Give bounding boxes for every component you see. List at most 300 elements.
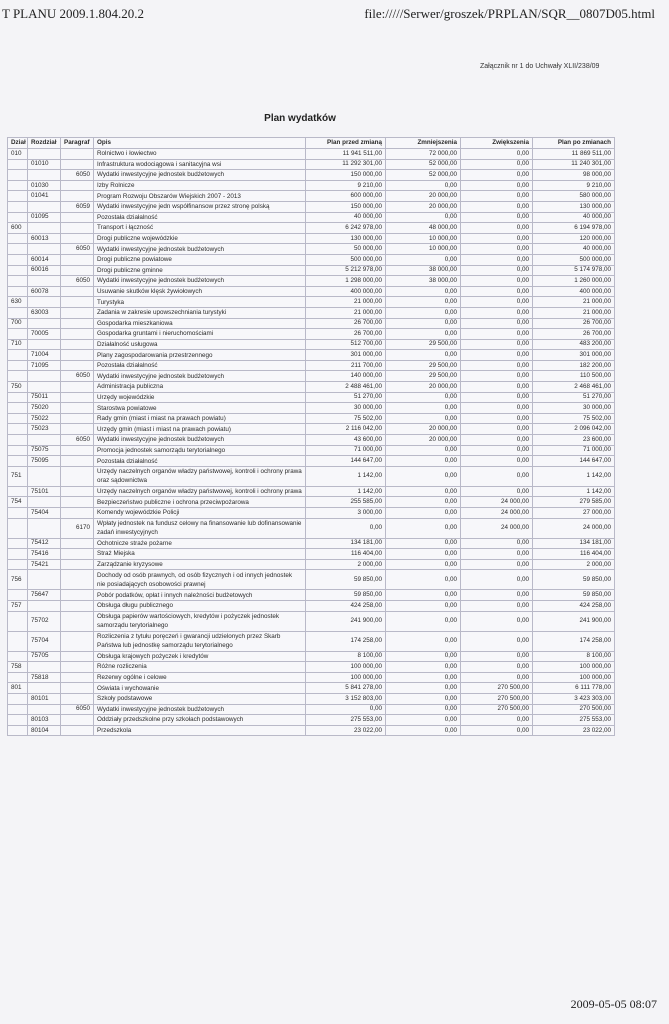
cell-plan-po: 6 111 778,00 — [533, 683, 615, 694]
cell-dzial: 630 — [8, 297, 28, 308]
table-row — [8, 466, 615, 486]
cell-paragraf — [61, 683, 94, 694]
cell-opis: Pozostała działalność — [94, 360, 306, 371]
cell-dzial — [8, 403, 28, 414]
cell-paragraf — [61, 297, 94, 308]
cell-paragraf — [61, 466, 94, 486]
cell-zmniejszenia: 20 000,00 — [386, 382, 461, 393]
cell-paragraf — [61, 318, 94, 329]
cell-plan-przed: 5 841 278,00 — [306, 683, 386, 694]
cell-opis: Gospodarka mieszkaniowa — [94, 318, 306, 329]
cell-paragraf: 6059 — [61, 201, 94, 212]
cell-plan-przed: 100 000,00 — [306, 662, 386, 673]
cell-zmniejszenia: 20 000,00 — [386, 435, 461, 446]
cell-zwiekszenia: 0,00 — [461, 538, 533, 549]
cell-dzial — [8, 392, 28, 403]
cell-zmniejszenia: 0,00 — [386, 693, 461, 704]
cell-zwiekszenia: 0,00 — [461, 590, 533, 601]
cell-plan-przed: 0,00 — [306, 704, 386, 715]
cell-plan-przed: 100 000,00 — [306, 672, 386, 683]
annex-label: Załącznik nr 1 do Uchwały XLII/238/09 — [480, 63, 600, 70]
cell-dzial: 754 — [8, 497, 28, 508]
cell-opis: Dochody od osób prawnych, od osób fizycznych i od innych jednostek nie posiadających osobowości prawnej — [94, 570, 306, 590]
cell-dzial — [8, 518, 28, 538]
cell-rozdzial: 75095 — [28, 456, 61, 467]
cell-dzial — [8, 286, 28, 297]
table-row — [8, 307, 615, 318]
cell-zwiekszenia: 0,00 — [461, 265, 533, 276]
table-row — [8, 265, 615, 276]
cell-plan-przed: 1 142,00 — [306, 486, 386, 497]
table-row — [8, 276, 615, 287]
cell-dzial: 010 — [8, 149, 28, 160]
cell-rozdzial: 75647 — [28, 590, 61, 601]
cell-plan-po: 130 000,00 — [533, 201, 615, 212]
cell-dzial — [8, 233, 28, 244]
cell-rozdzial: 01030 — [28, 180, 61, 191]
cell-zwiekszenia: 0,00 — [461, 180, 533, 191]
cell-plan-przed: 11 292 301,00 — [306, 159, 386, 170]
cell-plan-przed: 500 000,00 — [306, 254, 386, 265]
cell-plan-po: 424 258,00 — [533, 600, 615, 611]
cell-rozdzial — [28, 318, 61, 329]
table-row — [8, 549, 615, 560]
cell-opis: Obsługa krajowych pożyczek i kredytów — [94, 651, 306, 662]
cell-opis: Pozostała działalność — [94, 212, 306, 223]
cell-zwiekszenia: 0,00 — [461, 339, 533, 350]
table-row — [8, 201, 615, 212]
cell-plan-po: 30 000,00 — [533, 403, 615, 414]
cell-zmniejszenia: 48 000,00 — [386, 223, 461, 234]
cell-paragraf — [61, 662, 94, 673]
cell-plan-po: 400 000,00 — [533, 286, 615, 297]
cell-rozdzial — [28, 662, 61, 673]
cell-zwiekszenia: 0,00 — [461, 360, 533, 371]
cell-zmniejszenia: 0,00 — [386, 318, 461, 329]
cell-rozdzial: 71004 — [28, 350, 61, 361]
cell-plan-po: 301 000,00 — [533, 350, 615, 361]
cell-zwiekszenia: 0,00 — [461, 212, 533, 223]
cell-paragraf — [61, 445, 94, 456]
cell-zwiekszenia: 0,00 — [461, 486, 533, 497]
cell-plan-po: 23 600,00 — [533, 435, 615, 446]
cell-zmniejszenia: 20 000,00 — [386, 424, 461, 435]
cell-dzial — [8, 445, 28, 456]
cell-plan-przed: 8 100,00 — [306, 651, 386, 662]
table-row — [8, 600, 615, 611]
table-row — [8, 329, 615, 340]
table-row — [8, 350, 615, 361]
cell-plan-przed: 5 212 978,00 — [306, 265, 386, 276]
cell-zwiekszenia: 0,00 — [461, 631, 533, 651]
table-row — [8, 497, 615, 508]
cell-paragraf — [61, 382, 94, 393]
cell-opis: Urzędy naczelnych organów władzy państwowej, kontroli i ochrony prawa oraz sądownictwa — [94, 466, 306, 486]
cell-paragraf — [61, 180, 94, 191]
cell-opis: Starostwa powiatowe — [94, 403, 306, 414]
cell-plan-po: 144 647,00 — [533, 456, 615, 467]
cell-dzial — [8, 424, 28, 435]
cell-zwiekszenia: 0,00 — [461, 244, 533, 255]
print-header-url: file://///Serwer/groszek/PRPLAN/SQR__0807D05.html — [364, 6, 655, 21]
cell-opis: Oddziały przedszkolne przy szkołach podstawowych — [94, 715, 306, 726]
cell-zwiekszenia: 0,00 — [461, 191, 533, 202]
cell-opis: Komendy wojewódzkie Policji — [94, 508, 306, 519]
table-row — [8, 286, 615, 297]
cell-dzial: 758 — [8, 662, 28, 673]
cell-zwiekszenia: 0,00 — [461, 600, 533, 611]
cell-plan-po: 3 423 303,00 — [533, 693, 615, 704]
cell-plan-po: 26 700,00 — [533, 318, 615, 329]
cell-paragraf: 6050 — [61, 435, 94, 446]
cell-dzial — [8, 651, 28, 662]
cell-rozdzial: 75075 — [28, 445, 61, 456]
cell-dzial — [8, 276, 28, 287]
cell-zwiekszenia: 0,00 — [461, 403, 533, 414]
cell-zmniejszenia: 0,00 — [386, 518, 461, 538]
cell-rozdzial — [28, 297, 61, 308]
cell-zwiekszenia: 0,00 — [461, 725, 533, 736]
cell-paragraf — [61, 672, 94, 683]
cell-plan-po: 8 100,00 — [533, 651, 615, 662]
cell-plan-przed: 140 000,00 — [306, 371, 386, 382]
cell-zmniejszenia: 0,00 — [386, 486, 461, 497]
table-row — [8, 170, 615, 181]
table-row — [8, 559, 615, 570]
cell-paragraf — [61, 508, 94, 519]
cell-zmniejszenia: 0,00 — [386, 456, 461, 467]
cell-opis: Urzędy naczelnych organów władzy państwowej, kontroli i ochrony prawa — [94, 486, 306, 497]
table-row — [8, 704, 615, 715]
table-row — [8, 413, 615, 424]
cell-opis: Ochotnicze straże pożarne — [94, 538, 306, 549]
table-row — [8, 486, 615, 497]
cell-plan-po: 241 900,00 — [533, 611, 615, 631]
cell-paragraf — [61, 600, 94, 611]
cell-zwiekszenia: 24 000,00 — [461, 497, 533, 508]
cell-opis: Pozostała działalność — [94, 456, 306, 467]
col-header-plan-przed: Plan przed zmianą — [306, 138, 386, 149]
cell-zwiekszenia: 0,00 — [461, 223, 533, 234]
cell-plan-przed: 1 298 000,00 — [306, 276, 386, 287]
cell-zmniejszenia: 0,00 — [386, 611, 461, 631]
cell-zwiekszenia: 0,00 — [461, 672, 533, 683]
cell-plan-przed: 301 000,00 — [306, 350, 386, 361]
cell-paragraf — [61, 254, 94, 265]
cell-opis: Turystyka — [94, 297, 306, 308]
cell-rozdzial: 80104 — [28, 725, 61, 736]
cell-plan-przed: 3 000,00 — [306, 508, 386, 519]
cell-plan-przed: 134 181,00 — [306, 538, 386, 549]
cell-zwiekszenia: 0,00 — [461, 382, 533, 393]
cell-zwiekszenia: 270 500,00 — [461, 693, 533, 704]
table-row — [8, 244, 615, 255]
cell-plan-przed: 150 000,00 — [306, 170, 386, 181]
cell-plan-przed: 512 700,00 — [306, 339, 386, 350]
cell-zwiekszenia: 270 500,00 — [461, 683, 533, 694]
cell-opis: Wydatki inwestycyjne jednostek budżetowych — [94, 435, 306, 446]
cell-dzial — [8, 631, 28, 651]
cell-zmniejszenia: 0,00 — [386, 212, 461, 223]
cell-paragraf — [61, 286, 94, 297]
cell-rozdzial — [28, 600, 61, 611]
cell-paragraf — [61, 497, 94, 508]
cell-zmniejszenia: 0,00 — [386, 297, 461, 308]
table-row — [8, 611, 615, 631]
cell-rozdzial — [28, 244, 61, 255]
cell-zmniejszenia: 0,00 — [386, 662, 461, 673]
cell-plan-przed: 150 000,00 — [306, 201, 386, 212]
table-row — [8, 570, 615, 590]
table-row — [8, 318, 615, 329]
cell-rozdzial: 71095 — [28, 360, 61, 371]
cell-paragraf — [61, 149, 94, 160]
table-row — [8, 191, 615, 202]
cell-dzial — [8, 170, 28, 181]
cell-zwiekszenia: 0,00 — [461, 159, 533, 170]
cell-rozdzial: 01041 — [28, 191, 61, 202]
cell-zmniejszenia: 0,00 — [386, 350, 461, 361]
cell-dzial — [8, 371, 28, 382]
cell-opis: Wydatki inwestycyjne jednostek budżetowych — [94, 244, 306, 255]
cell-zmniejszenia: 0,00 — [386, 180, 461, 191]
cell-zmniejszenia: 0,00 — [386, 445, 461, 456]
cell-dzial — [8, 725, 28, 736]
table-row — [8, 360, 615, 371]
cell-dzial — [8, 329, 28, 340]
budget-table — [7, 137, 615, 736]
cell-plan-przed: 11 941 511,00 — [306, 149, 386, 160]
cell-opis: Rolnictwo i łowiectwo — [94, 149, 306, 160]
table-row — [8, 538, 615, 549]
table-row — [8, 223, 615, 234]
cell-plan-po: 1 142,00 — [533, 486, 615, 497]
cell-rozdzial — [28, 149, 61, 160]
cell-plan-przed: 71 000,00 — [306, 445, 386, 456]
cell-paragraf — [61, 212, 94, 223]
table-row — [8, 508, 615, 519]
cell-rozdzial: 63003 — [28, 307, 61, 318]
cell-zmniejszenia: 10 000,00 — [386, 244, 461, 255]
cell-zwiekszenia: 0,00 — [461, 715, 533, 726]
cell-dzial — [8, 413, 28, 424]
cell-plan-przed: 144 647,00 — [306, 456, 386, 467]
table-row — [8, 254, 615, 265]
cell-zmniejszenia: 0,00 — [386, 307, 461, 318]
col-header-zwiekszenia: Zwiększenia — [461, 138, 533, 149]
cell-paragraf — [61, 329, 94, 340]
cell-paragraf — [61, 631, 94, 651]
cell-dzial — [8, 201, 28, 212]
table-row — [8, 382, 615, 393]
cell-opis: Różne rozliczenia — [94, 662, 306, 673]
cell-plan-przed: 2 000,00 — [306, 559, 386, 570]
cell-opis: Zadania w zakresie upowszechniania turystyki — [94, 307, 306, 318]
cell-rozdzial — [28, 201, 61, 212]
cell-plan-po: 27 000,00 — [533, 508, 615, 519]
cell-dzial — [8, 486, 28, 497]
cell-zmniejszenia: 0,00 — [386, 600, 461, 611]
table-row — [8, 631, 615, 651]
cell-zmniejszenia: 0,00 — [386, 672, 461, 683]
cell-plan-przed: 275 553,00 — [306, 715, 386, 726]
cell-paragraf: 6050 — [61, 244, 94, 255]
cell-plan-po: 59 850,00 — [533, 570, 615, 590]
cell-dzial — [8, 350, 28, 361]
cell-plan-przed: 2 488 461,00 — [306, 382, 386, 393]
table-row — [8, 651, 615, 662]
cell-plan-po: 75 502,00 — [533, 413, 615, 424]
cell-paragraf — [61, 413, 94, 424]
cell-zmniejszenia: 0,00 — [386, 570, 461, 590]
cell-dzial — [8, 508, 28, 519]
cell-plan-przed: 51 270,00 — [306, 392, 386, 403]
cell-dzial: 710 — [8, 339, 28, 350]
cell-plan-przed: 3 152 803,00 — [306, 693, 386, 704]
cell-paragraf — [61, 403, 94, 414]
cell-plan-po: 23 022,00 — [533, 725, 615, 736]
cell-rozdzial: 75404 — [28, 508, 61, 519]
cell-dzial — [8, 693, 28, 704]
print-header-title: T PLANU 2009.1.804.20.2 — [2, 6, 145, 21]
cell-zwiekszenia: 0,00 — [461, 392, 533, 403]
cell-paragraf — [61, 456, 94, 467]
cell-opis: Drogi publiczne powiatowe — [94, 254, 306, 265]
cell-plan-po: 2 096 042,00 — [533, 424, 615, 435]
cell-zwiekszenia: 0,00 — [461, 329, 533, 340]
cell-rozdzial — [28, 704, 61, 715]
cell-plan-przed: 116 404,00 — [306, 549, 386, 560]
cell-rozdzial: 75704 — [28, 631, 61, 651]
cell-zwiekszenia: 0,00 — [461, 549, 533, 560]
cell-zwiekszenia: 0,00 — [461, 570, 533, 590]
cell-opis: Zarządzanie kryzysowe — [94, 559, 306, 570]
cell-opis: Oświata i wychowanie — [94, 683, 306, 694]
cell-plan-przed: 23 022,00 — [306, 725, 386, 736]
cell-plan-po: 2 468 461,00 — [533, 382, 615, 393]
cell-dzial — [8, 435, 28, 446]
cell-paragraf — [61, 611, 94, 631]
cell-plan-po: 116 404,00 — [533, 549, 615, 560]
cell-plan-po: 5 174 978,00 — [533, 265, 615, 276]
cell-zmniejszenia: 0,00 — [386, 254, 461, 265]
cell-opis: Straż Miejska — [94, 549, 306, 560]
cell-zmniejszenia: 0,00 — [386, 508, 461, 519]
cell-opis: Obsługa długu publicznego — [94, 600, 306, 611]
table-row — [8, 403, 615, 414]
cell-plan-po: 270 500,00 — [533, 704, 615, 715]
cell-dzial — [8, 549, 28, 560]
cell-dzial — [8, 611, 28, 631]
cell-zmniejszenia: 0,00 — [386, 329, 461, 340]
cell-paragraf: 6050 — [61, 170, 94, 181]
cell-rozdzial: 75412 — [28, 538, 61, 549]
cell-paragraf: 6050 — [61, 371, 94, 382]
cell-plan-po: 1 142,00 — [533, 466, 615, 486]
cell-zmniejszenia: 52 000,00 — [386, 170, 461, 181]
cell-rozdzial — [28, 466, 61, 486]
cell-rozdzial: 75705 — [28, 651, 61, 662]
cell-opis: Rozliczenia z tytułu poręczeń i gwarancji udzielonych przez Skarb Państwa lub jednostkę samorządu terytorialnego — [94, 631, 306, 651]
cell-plan-po: 98 000,00 — [533, 170, 615, 181]
cell-zwiekszenia: 24 000,00 — [461, 508, 533, 519]
cell-zwiekszenia: 0,00 — [461, 254, 533, 265]
cell-dzial — [8, 456, 28, 467]
page-title: Plan wydatków — [264, 113, 336, 124]
cell-zmniejszenia: 52 000,00 — [386, 159, 461, 170]
cell-zmniejszenia: 72 000,00 — [386, 149, 461, 160]
cell-rozdzial: 01095 — [28, 212, 61, 223]
cell-opis: Urzędy wojewódzkie — [94, 392, 306, 403]
cell-rozdzial: 75020 — [28, 403, 61, 414]
cell-plan-przed: 26 700,00 — [306, 329, 386, 340]
cell-dzial — [8, 191, 28, 202]
table-row — [8, 371, 615, 382]
cell-plan-po: 21 000,00 — [533, 297, 615, 308]
cell-zmniejszenia: 29 500,00 — [386, 371, 461, 382]
cell-opis: Gospodarka gruntami i nieruchomościami — [94, 329, 306, 340]
cell-rozdzial: 75702 — [28, 611, 61, 631]
cell-plan-przed: 40 000,00 — [306, 212, 386, 223]
cell-zwiekszenia: 0,00 — [461, 170, 533, 181]
cell-dzial: 757 — [8, 600, 28, 611]
cell-paragraf — [61, 725, 94, 736]
cell-opis: Drogi publiczne wojewódzkie — [94, 233, 306, 244]
cell-opis: Wydatki inwestycyjne jednostek budżetowych — [94, 371, 306, 382]
cell-zmniejszenia: 0,00 — [386, 497, 461, 508]
cell-paragraf: 6050 — [61, 704, 94, 715]
cell-opis: Szkoły podstawowe — [94, 693, 306, 704]
cell-opis: Przedszkola — [94, 725, 306, 736]
cell-dzial: 600 — [8, 223, 28, 234]
print-timestamp: 2009-05-05 08:07 — [570, 997, 657, 1011]
cell-plan-przed: 400 000,00 — [306, 286, 386, 297]
cell-paragraf — [61, 339, 94, 350]
cell-paragraf — [61, 307, 94, 318]
cell-zwiekszenia: 0,00 — [461, 201, 533, 212]
cell-zmniejszenia: 0,00 — [386, 590, 461, 601]
cell-plan-po: 580 000,00 — [533, 191, 615, 202]
cell-paragraf — [61, 651, 94, 662]
cell-rozdzial — [28, 518, 61, 538]
cell-plan-przed: 255 585,00 — [306, 497, 386, 508]
cell-paragraf: 6050 — [61, 276, 94, 287]
cell-zwiekszenia: 0,00 — [461, 350, 533, 361]
cell-rozdzial: 80103 — [28, 715, 61, 726]
cell-paragraf — [61, 486, 94, 497]
cell-opis: Pobór podatków, opłat i innych należności budżetowych — [94, 590, 306, 601]
cell-zmniejszenia: 0,00 — [386, 403, 461, 414]
cell-zmniejszenia: 0,00 — [386, 651, 461, 662]
cell-plan-przed: 2 116 042,00 — [306, 424, 386, 435]
table-body — [8, 149, 615, 736]
cell-zwiekszenia: 0,00 — [461, 456, 533, 467]
cell-dzial — [8, 538, 28, 549]
cell-zmniejszenia: 0,00 — [386, 538, 461, 549]
cell-zwiekszenia: 270 500,00 — [461, 704, 533, 715]
cell-opis: Wpłaty jednostek na fundusz celowy na finansowanie lub dofinansowanie zadań inwestycyjnych — [94, 518, 306, 538]
cell-opis: Transport i łączność — [94, 223, 306, 234]
cell-zwiekszenia: 0,00 — [461, 297, 533, 308]
table-row — [8, 725, 615, 736]
cell-rozdzial: 75101 — [28, 486, 61, 497]
table-row — [8, 435, 615, 446]
cell-dzial — [8, 715, 28, 726]
cell-plan-przed: 0,00 — [306, 518, 386, 538]
cell-rozdzial: 60016 — [28, 265, 61, 276]
cell-dzial — [8, 159, 28, 170]
cell-paragraf — [61, 265, 94, 276]
